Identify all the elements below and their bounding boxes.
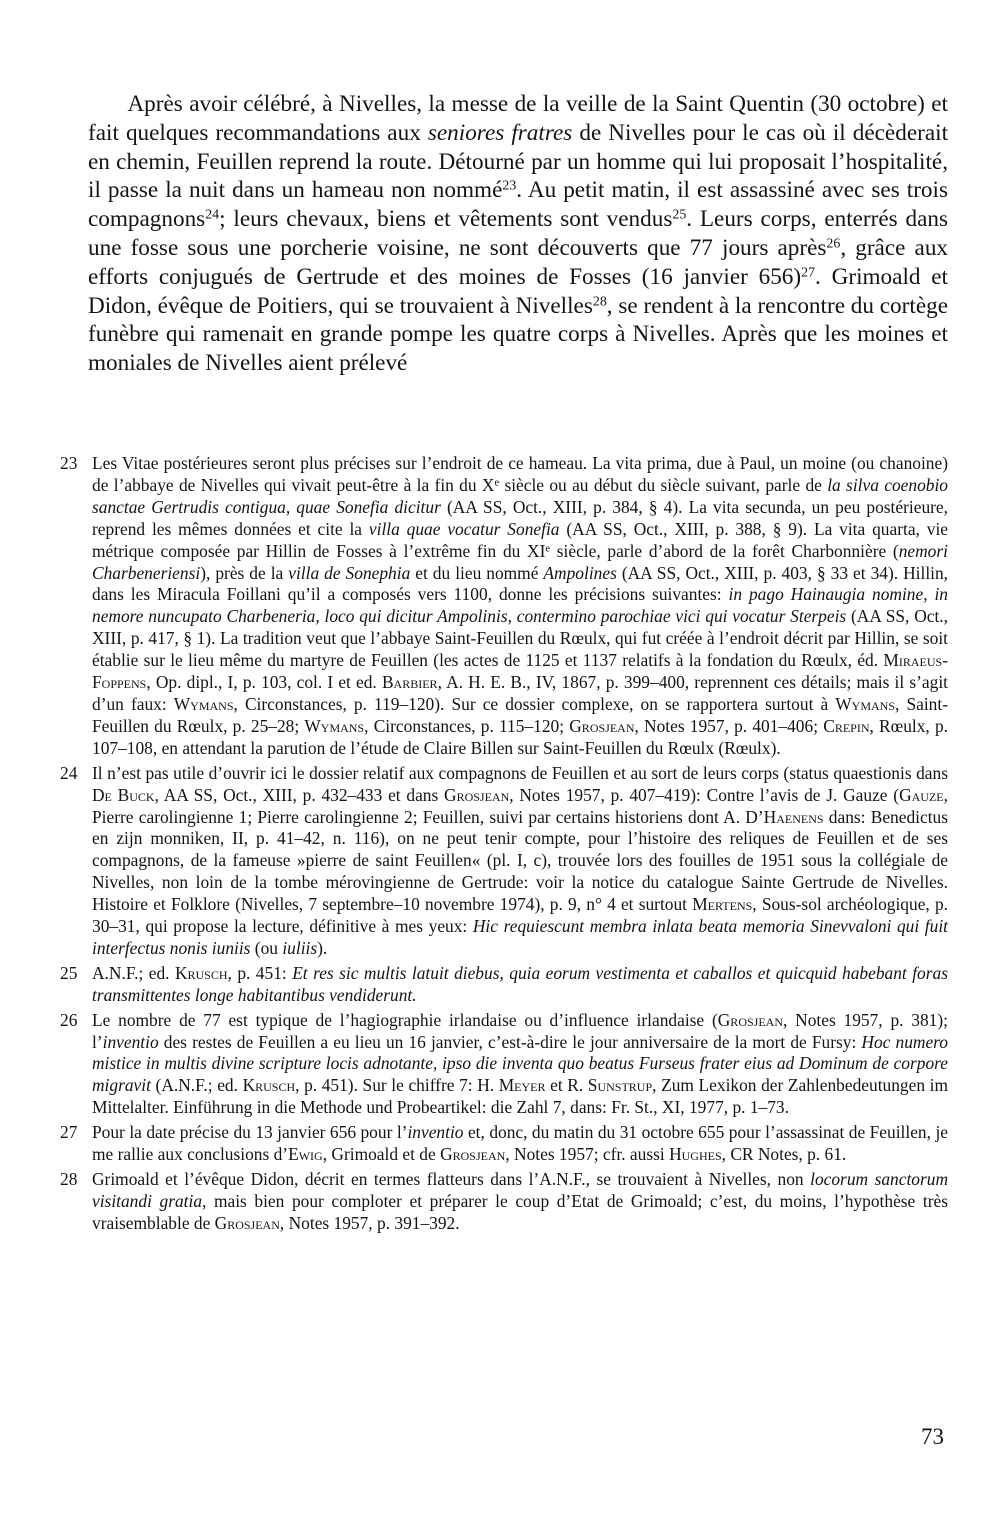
footnote-number: 27 <box>60 1122 78 1143</box>
italic-text: Et res sic multis latuit diebus, quia eorum vestimenta et caballos et quicquid habebant foras transmittentes longe habitantibus vendiderunt. <box>92 962 948 1005</box>
italic-text: villa quae vocatur Sonefia <box>368 518 560 539</box>
text-run: ). <box>317 937 328 958</box>
note-reference: 25 <box>672 207 687 223</box>
author-name: Grosjean <box>214 1212 280 1233</box>
text-run: , Notes 1957, p. 391–392. <box>279 1212 460 1233</box>
italic-text: Ampolines <box>543 562 617 583</box>
note-reference: 24 <box>205 207 220 223</box>
italic-text: in pago Hainaugia nomine, in nemore nuncupato Charbeneria, loco qui dicitur Ampolinis, contermino parochiae vici qui vocatur Sterpeis <box>92 584 948 627</box>
footnote-number: 23 <box>60 453 78 473</box>
italic-text: nemori Charbeneriensi <box>92 540 948 583</box>
author-name: De Buck <box>92 784 155 805</box>
text-run: , p. 451). Sur le chiffre 7: H. <box>295 1075 499 1096</box>
footnote-number: 24 <box>60 762 78 783</box>
text-run: , CR Notes, p. 61. <box>721 1144 847 1165</box>
text-run: dans: Benedictus en zijn monniken, II, p. 41–42, n. 116), on ne peut tenir compte, pour l’histoire des reliques de Feuillen et de ses compagnons, de la fameuse »pierre de saint Feuillen« (pl. I, c), trouvée lors des fouilles de 1951 sous la collégiale de Nivelles, non loin de la tombe mérovingienne de Gertrude: voir la notice du catalogue Sainte Gertrude de Nivelles. Histoire et Folklore (Nivelles, 7 septembre–10 novembre 1974), p. 9, n° 4 et surtout <box>92 806 948 915</box>
author-name: Mertens <box>692 894 753 915</box>
footnotes <box>60 453 948 1238</box>
text-run: , Notes 1957, p. 381); l’ <box>92 1009 949 1052</box>
author-name: Krusch <box>242 1075 296 1096</box>
text-run: , p. 451: <box>227 962 293 983</box>
text-run: . Grimoald et Didon, évêque de Poitiers, qui se trouvaient à Nivelles <box>88 263 948 319</box>
author-name: Ewig <box>288 1144 323 1165</box>
author-name: Wymans <box>835 693 896 714</box>
text-run: , mais bien pour comploter et préparer le coup d’Etat de Grimoald; c’est, du moins, l’hypothèse très vraisemblable de <box>92 1190 948 1233</box>
text-run: (A.N.F.; ed. <box>150 1075 243 1096</box>
text-run: , Circonstances, p. 115–120; <box>364 715 570 736</box>
text-run: (AA SS, Oct., XIII, p. 388, § 9). La vita quarta, vie métrique composée par Hillin de Fosses à l’extrême fin du XI <box>92 518 948 561</box>
footnote-28 <box>60 1169 948 1235</box>
text-run: ; leurs chevaux, biens et vêtements sont vendus <box>219 206 673 233</box>
footnote-number: 28 <box>60 1169 78 1189</box>
text-run: des restes de Feuillen a eu lieu un 16 janvier, c’est-à-dire le jour anniversaire de la mort de Fursy: <box>158 1031 862 1052</box>
author-name: D’Haenens <box>745 806 824 827</box>
text-run: , Pierre carolingienne 1; Pierre carolingienne 2; Feuillen, suivi par certains historiens dont A. <box>92 784 948 827</box>
text-run: . Au petit matin, il est assassiné avec ses trois compagnons <box>88 177 948 233</box>
author-name: Grosjean <box>569 715 635 736</box>
text-run: et, donc, du matin du 31 octobre 655 pour l’assassinat de Feuillen, je me rallie aux conclusions d’ <box>92 1122 948 1165</box>
text-run: Le nombre de 77 est typique de l’hagiographie irlandaise ou d’influence irlandaise ( <box>92 1009 718 1030</box>
author-name: Grosjean <box>717 1009 783 1030</box>
footnote-25 <box>60 963 948 1007</box>
text-run: (AA SS, Oct., XIII, p. 384, § 4). La vita secunda, un peu postérieure, reprend les mêmes données et cite la <box>92 496 948 539</box>
footnote-27 <box>60 1122 948 1166</box>
text-run: Les Vitae postérieures seront plus précises sur l’endroit de ce hameau. La vita prima, due à Paul, un moine (ou chanoine) de l’abbaye de Nivelles qui vivait peut-être à la fin du X <box>92 453 948 495</box>
author-name: Grosjean <box>440 1144 506 1165</box>
text-run: , Notes 1957; cfr. aussi <box>505 1144 670 1165</box>
note-reference: 23 <box>502 178 517 194</box>
italic-text: iuliis <box>282 937 318 958</box>
text-run: , Rœulx, p. 107–108, en attendant la parution de l’étude de Claire Billen sur Saint-Feuillen du Rœulx (Rœulx). <box>92 715 948 758</box>
author-name: Wymans <box>304 715 365 736</box>
footnote-number: 26 <box>60 1009 78 1030</box>
text-run: , Circonstances, p. 119–120). Sur ce dossier complexe, on se rapportera surtout à <box>233 693 836 714</box>
text-run: (AA SS, Oct., XIII, p. 417, § 1). La tradition veut que l’abbaye Saint-Feuillen du Rœulx, qui fut créée à l’endroit décrit par Hillin, se soit établie sur le lieu même du martyre de Feuillen (les actes de 1125 et 1137 relatifs à la fondation du Rœulx, éd. <box>92 606 948 671</box>
page-number: 73 <box>921 1424 944 1449</box>
author-name: Sunstrup <box>587 1075 653 1096</box>
italic-text: inventio <box>102 1031 159 1052</box>
text-run: (AA SS, Oct., XIII, p. 403, § 33 et 34). Hillin, dans les Miracula Foillani qu’il a composés vers 1100, donne les précisions suivantes: <box>92 562 949 605</box>
text-run: A.N.F.; ed. <box>92 962 175 983</box>
text-run: Il n’est pas utile d’ouvrir ici le dossier relatif aux compagnons de Feuillen et au sort de leurs corps (status quaestionis dans <box>92 762 948 783</box>
italic-text: seniores fratres <box>427 119 573 146</box>
text-run: Grimoald et l’évêque Didon, décrit en termes flatteurs dans l’A.N.F., se trouvaient à Nivelles, non <box>92 1169 811 1189</box>
author-name: Wymans <box>173 693 234 714</box>
author-name: Crepin <box>823 715 870 736</box>
footnote-23 <box>60 453 948 760</box>
italic-text: villa de Sonephia <box>288 562 411 583</box>
text-run: ), près de la <box>200 562 289 583</box>
text-run: , Op. dipl., I, p. 103, col. I et ed. <box>146 672 382 693</box>
note-reference: 26 <box>826 236 841 252</box>
author-name: Gauze <box>899 784 944 805</box>
text-run: et du lieu nommé <box>410 562 544 583</box>
note-reference: e <box>494 477 500 489</box>
author-name: Krusch <box>174 962 228 983</box>
footnote-number: 25 <box>60 962 78 983</box>
text-run: et R. <box>545 1075 588 1096</box>
note-reference: e <box>545 542 551 554</box>
footnote-24 <box>60 763 948 960</box>
note-reference: 28 <box>592 293 607 309</box>
text-run: , grâce aux efforts conjugués de Gertrude et des moines de Fosses (16 janvier 656) <box>88 234 949 290</box>
author-name: Grosjean <box>444 784 510 805</box>
text-run: , AA SS, Oct., XIII, p. 432–433 et dans <box>154 784 445 805</box>
text-run: Après avoir célébré, à Nivelles, la messe de la veille de la Saint Quentin (30 octobre) et fait quelques recommandations aux <box>88 91 948 146</box>
italic-text: la silva coenobio sanctae Gertrudis contigua, quae Sonefia dicitur <box>92 474 948 517</box>
text-run: , Notes 1957, p. 407–419): Contre l’avis de J. Gauze ( <box>509 784 900 805</box>
text-run: , Zum Lexikon der Zahlenbedeutungen im Mittelalter. Einführung in die Methode und Probeartikel: die Zahl 7, dans: Fr. St., XI, 1977, p. 1–73. <box>92 1075 948 1118</box>
author-name: Barbier <box>381 672 438 693</box>
italic-text: Hoc numero mistice in multis divine scripture locis adnotante, ipso die inventa quo beatus Furseus frater eius ad Dominum de corpore migravit <box>92 1031 948 1096</box>
text-run: de Nivelles pour le cas où il décèderait en chemin, Feuillen reprend la route. Détourné par un homme qui lui proposait l’hospitalité, il passe la nuit dans un hameau non nommé <box>88 119 949 204</box>
text-run: siècle ou au début du siècle suivant, parle de <box>499 474 828 495</box>
text-run: , Sous-sol archéologique, p. 30–31, qui propose la lecture, définitive à mes yeux: <box>92 894 948 937</box>
author-name: Meyer <box>498 1075 546 1096</box>
text-run: , Saint-Feuillen du Rœulx, p. 25–28; <box>92 693 948 736</box>
note-reference: 27 <box>801 265 816 281</box>
author-name: Hughes <box>669 1144 722 1165</box>
text-run: , A. H. E. B., IV, 1867, p. 399–400, reprennent ces détails; mais il s’agit d’un faux: <box>92 672 948 714</box>
italic-text: Hic requiescunt membra inlata beata memoria Sinevvaloni qui fuit interfectus nonis iuniis <box>92 916 948 958</box>
text-run: (ou <box>250 937 283 958</box>
text-run: , Notes 1957, p. 401–406; <box>634 715 824 736</box>
text-run: , Grimoald et de <box>322 1144 441 1165</box>
text-run: . Leurs corps, enterrés dans une fosse sous une porcherie voisine, ne sont découverts que 77 jours après <box>88 206 949 261</box>
text-run: Pour la date précise du 13 janvier 656 pour l’ <box>92 1122 408 1143</box>
italic-text: inventio <box>407 1122 464 1143</box>
italic-text: locorum sanctorum visitandi gratia <box>92 1169 948 1211</box>
footnote-26 <box>60 1010 948 1120</box>
text-run: siècle, parle d’abord de la forêt Charbonnière ( <box>550 540 899 561</box>
author-name: Miraeus-Foppens <box>92 650 948 693</box>
main-paragraph <box>88 90 948 378</box>
text-run: , se rendent à la rencontre du cortège funèbre qui ramenait en grande pompe les quatre corps à Nivelles. Après que les moines et moniales de Nivelles aient prélevé <box>88 292 948 377</box>
